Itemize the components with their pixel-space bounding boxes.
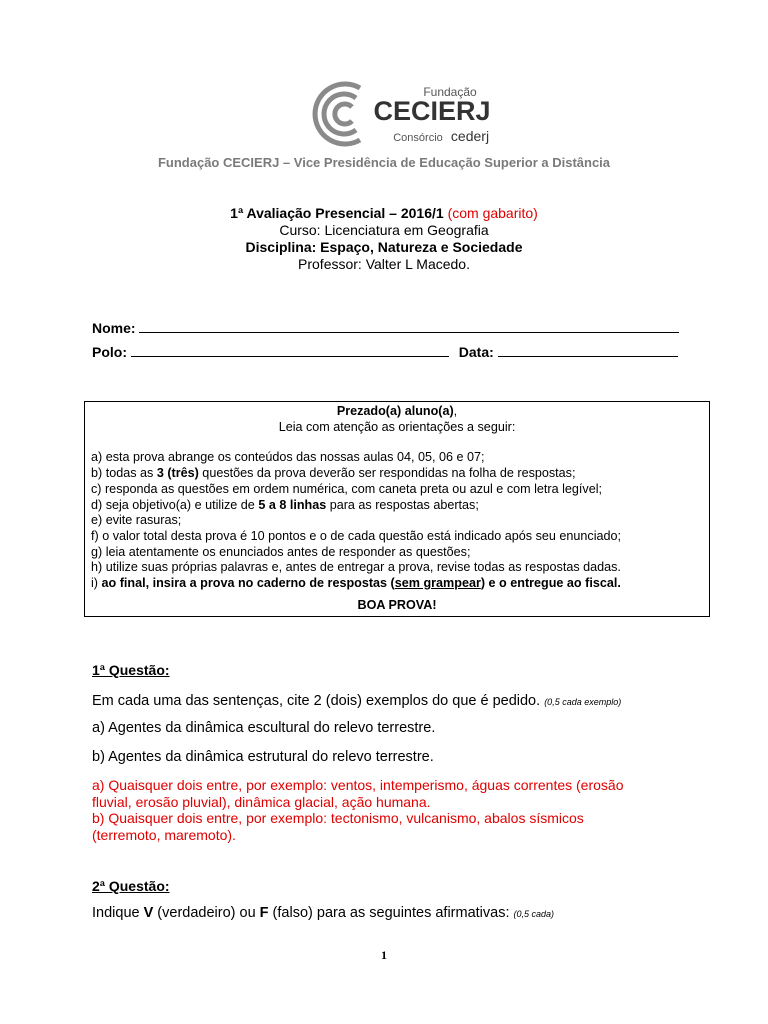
instruction-b: b) todas as 3 (três) questões da prova deverão ser respondidas na folha de respostas; <box>91 466 576 481</box>
exam-title-text: 1ª Avaliação Presencial – 2016/1 <box>230 205 444 221</box>
instruction-d: d) seja objetivo(a) e utilize de 5 a 8 linhas para as respostas abertas; <box>91 497 479 512</box>
date-line[interactable] <box>498 342 678 357</box>
intro: Leia com atenção as orientações a seguir: <box>278 419 516 434</box>
instruction-i: i) ao final, insira a prova no caderno de respostas (sem grampear) e o entregue ao fiscal. <box>91 576 621 591</box>
page-number: 1 <box>381 948 387 962</box>
logo-cederj: cederj <box>450 128 490 144</box>
institution-line: Fundação CECIERJ – Vice Presidência de Educação Superior a Distância <box>157 155 611 170</box>
cecierj-logo-mark <box>300 78 520 150</box>
name-field-row <box>92 318 679 336</box>
name-line[interactable] <box>139 318 679 333</box>
name-label: Nome: <box>92 320 136 336</box>
logo-consorcio: Consórcio <box>393 132 443 144</box>
instruction-f: f) o valor total desta prova é 10 pontos e o de cada questão está indicado após seu enunciado; <box>91 528 622 543</box>
instruction-c: c) responda as questões em ordem numérica, com caneta preta ou azul e com letra legível; <box>91 481 603 496</box>
q1-answer <box>92 777 624 843</box>
logo-fundacao: Fundação <box>423 85 477 99</box>
q1-answer-a1: a) Quaisquer dois entre, por exemplo: ventos, intemperismo, águas correntes (erosão <box>92 777 624 793</box>
closing: BOA PROVA! <box>357 597 437 612</box>
q1-heading: 1ª Questão: <box>92 662 170 678</box>
instructions-box <box>84 401 710 617</box>
logo-name: CECIERJ <box>373 96 491 126</box>
q1-answer-b2: (terremoto, maremoto). <box>92 826 236 843</box>
q1-item-a: a) Agentes da dinâmica escultural do relevo terrestre. <box>92 720 436 736</box>
q1-item-b: b) Agentes da dinâmica estrutural do relevo terrestre. <box>92 749 434 765</box>
instruction-h: h) utilize suas próprias palavras e, antes de entregar a prova, revise todas as respostas dadas. <box>91 560 621 575</box>
professor: Professor: Valter L Macedo. <box>298 256 470 272</box>
instruction-e: e) evite rasuras; <box>91 513 182 528</box>
discipline: Disciplina: Espaço, Natureza e Sociedade <box>245 239 523 255</box>
polo-date-row <box>92 342 678 360</box>
q2-prompt: Indique V (verdadeiro) ou F (falso) para as seguintes afirmativas: (0,5 cada) <box>92 905 555 921</box>
q1-points: (0,5 cada exemplo) <box>544 697 622 707</box>
polo-line[interactable] <box>131 342 449 357</box>
greeting <box>85 404 709 420</box>
q2-heading: 2ª Questão: <box>92 878 170 894</box>
polo-label: Polo: <box>92 344 127 360</box>
cecierj-logo <box>300 78 520 150</box>
q1-prompt: Em cada uma das sentenças, cite 2 (dois) exemplos do que é pedido. (0,5 cada exemplo) <box>92 693 622 709</box>
greeting-text: Prezado(a) aluno(a) <box>336 404 454 418</box>
instruction-g: g) leia atentamente os enunciados antes de responder as questões; <box>91 544 471 559</box>
instruction-a: a) esta prova abrange os conteúdos das nossas aulas 04, 05, 06 e 07; <box>91 450 485 465</box>
q1-answer-a2: fluvial, erosão pluvial), dinâmica glacial, ação humana. <box>92 793 431 810</box>
exam-title-note: (com gabarito) <box>447 205 538 221</box>
exam-title <box>0 205 768 221</box>
date-label: Data: <box>458 344 494 360</box>
greeting-comma: , <box>453 404 458 418</box>
q1-answer-b1: b) Quaisquer dois entre, por exemplo: tectonismo, vulcanismo, abalos sísmicos <box>92 810 584 826</box>
course: Curso: Licenciatura em Geografia <box>279 222 489 238</box>
q2-points: (0,5 cada) <box>513 909 555 919</box>
